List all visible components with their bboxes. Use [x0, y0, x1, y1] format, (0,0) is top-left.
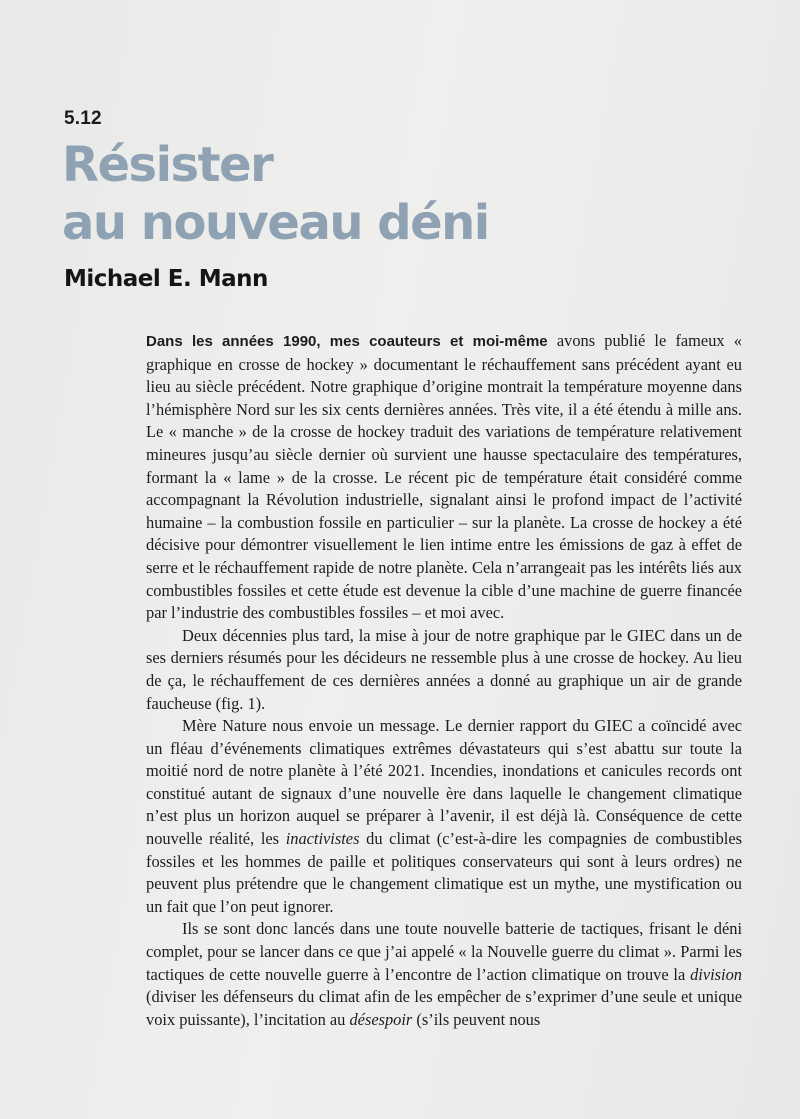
paragraph-4-emphasis-2: désespoir — [349, 1009, 413, 1029]
paragraph-4-text-c: (s’ils peuvent nous — [412, 1009, 541, 1029]
paragraph-4-text-a: Ils se sont donc lancés dans une toute nouvelle batterie de tactiques, frisant le déni complet, pour se lancer dans ce que j’ai appelé « la Nouvelle guerre du climat ». Parmi les tactiques de cette nouvelle guerre à l’encontre de l’action climatique on trouve la — [146, 919, 742, 984]
paragraph-4 — [146, 918, 742, 1031]
chapter-title — [62, 136, 489, 252]
chapter-title-line-2: au nouveau déni — [62, 195, 489, 251]
paragraph-2: Deux décennies plus tard, la mise à jour de notre graphique par le GIEC dans un de ses derniers résumés pour les décideurs ne ressemble plus à une crosse de hockey. Au lieu de ça, le réchauffement de ces dernières années a donné au graphique un air de grande faucheuse (fig. 1). — [146, 625, 742, 713]
chapter-title-line-1: Résister — [62, 137, 273, 193]
paragraph-1-lead: Dans les années 1990, mes coauteurs et moi-même — [146, 333, 548, 350]
paragraph-3-text-b: du climat (c’est-à-dire les compagnies de combustibles fossiles et les hommes de paille et politiques conservateurs qui sont à leurs ordres) ne peuvent plus prétendre que le changement climatique est un mythe, une mystification ou un fait que l’on peut ignorer. — [146, 829, 743, 916]
paragraph-4-emphasis-1: division — [690, 964, 742, 984]
paragraph-1 — [146, 330, 742, 625]
paragraph-3 — [146, 715, 742, 918]
paragraph-1-text: avons publié le fameux « graphique en crosse de hockey » documentant le réchauffement sans précédent ayant eu lieu au siècle précédent. Notre graphique d’origine montrait la température moyenne dans l’hémisphère Nord sur les six cents dernières années. Très vite, il a été étendu à mille ans. Le « manche » de la crosse de hockey traduit des variations de température relativement mineures jusqu’au siècle dernier où survient une hausse spectaculaire des températures, formant la « lame » de la crosse. Le récent pic de température était considéré comme accompagnant la Révolution industrielle, signalant ainsi le profond impact de l’activité humaine – la combustion fossile en particulier – sur la planète. La crosse de hockey a été décisive pour démontrer visuellement le lien intime entre les émissions de gaz à effet de serre et le réchauffement rapide de notre planète. Cela n’arrangeait pas les intérêts liés aux combustibles fossiles et cette étude est devenue la cible d’une machine de guerre financée par l’industrie des combustibles fossiles – et moi avec. — [146, 331, 742, 623]
author-name: Michael E. Mann — [64, 266, 268, 292]
paragraph-3-emphasis: inactivistes — [285, 829, 360, 849]
paragraph-4-text-b: (diviser les défenseurs du climat afin de les empêcher de s’exprimer d’une seule et unique voix puissante), l’incitation au — [146, 987, 742, 1029]
section-number: 5.12 — [64, 108, 102, 129]
paragraph-3-text-a: Mère Nature nous envoie un message. Le dernier rapport du GIEC a coïncidé avec un fléau d’événements climatiques extrêmes dévastateurs qui s’est abattu sur toute la moitié nord de notre planète à l’été 2021. Incendies, inondations et canicules records ont constitué autant de signaux d’une nouvelle ère dans laquelle le changement climatique n’est plus un horizon auquel se préparer à l’avenir, il est déjà là. Conséquence de cette nouvelle réalité, les — [146, 716, 742, 849]
body-text — [146, 330, 742, 1031]
